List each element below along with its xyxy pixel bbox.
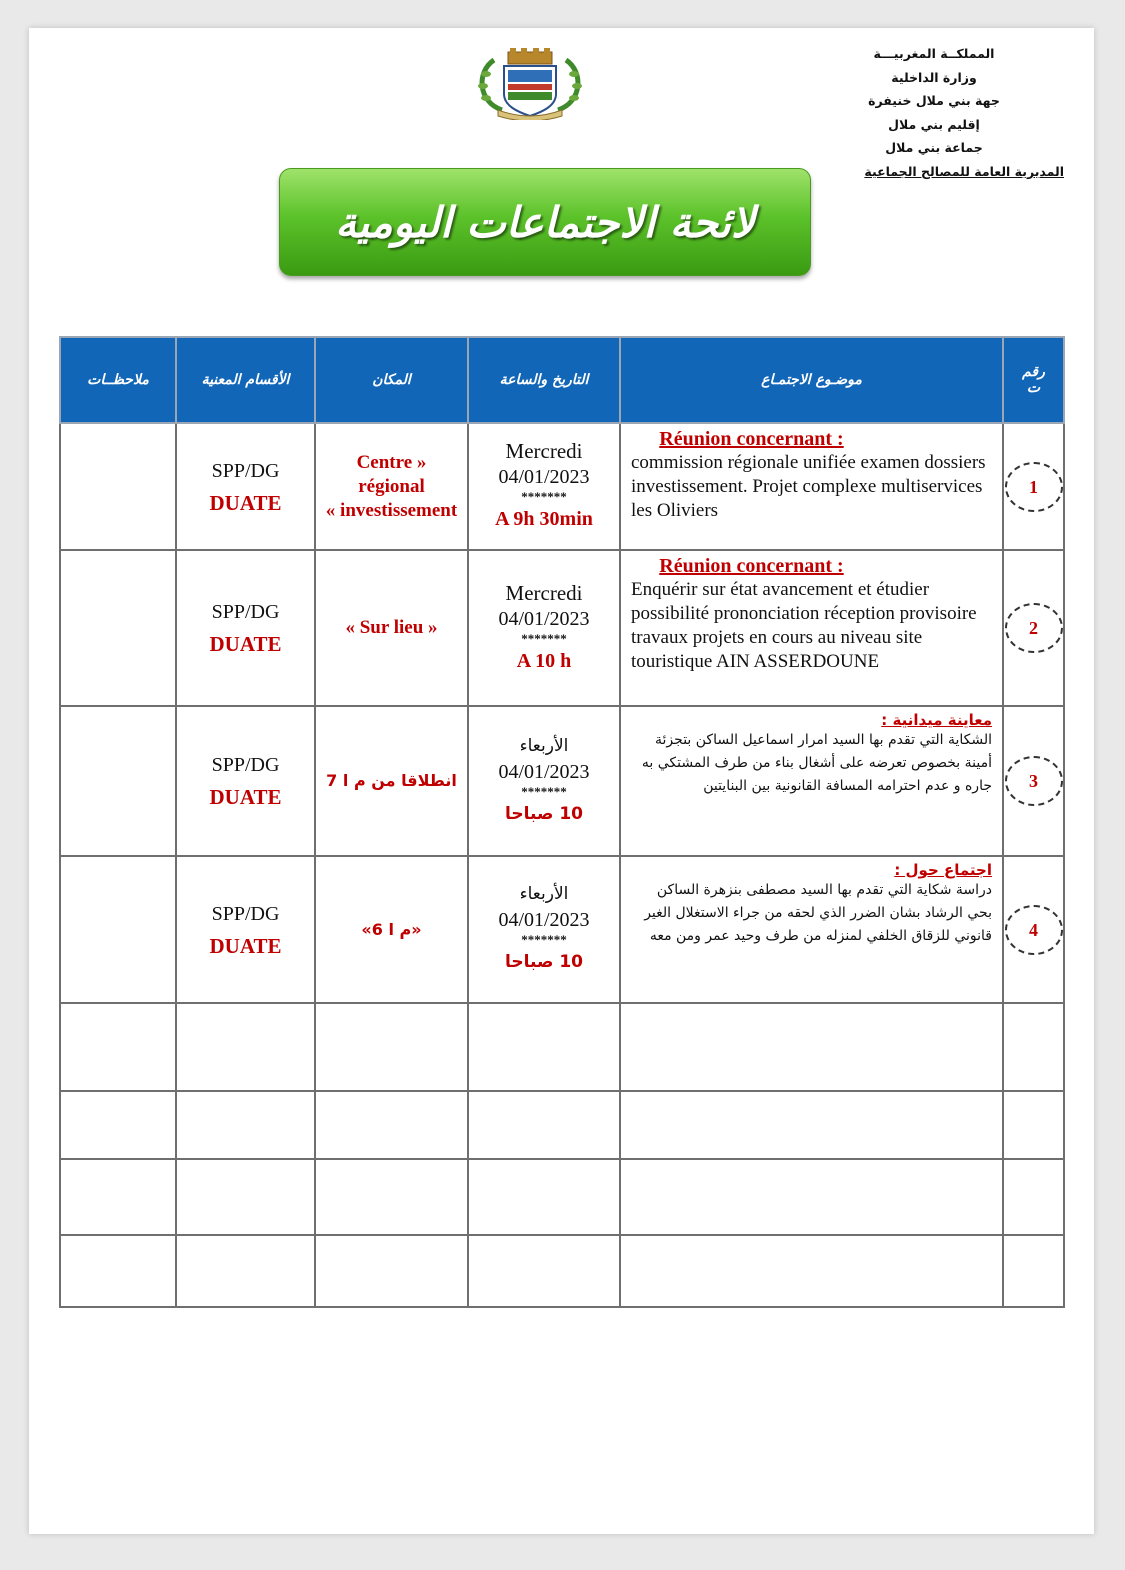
row-number: 4: [1005, 905, 1063, 955]
separator-stars: *******: [521, 783, 567, 799]
header-line-directorate: المديرية العامة للمصالح الجماعية: [864, 163, 1064, 179]
header-line-ministry: وزارة الداخلية: [891, 69, 977, 85]
department-primary: SPP/DG: [211, 459, 280, 482]
row-number-cell: [1003, 423, 1064, 550]
subject-title: Réunion concernant :: [659, 428, 844, 450]
empty-cell: [60, 1003, 176, 1091]
empty-row: [60, 1091, 1064, 1159]
meeting-time: A 9h 30min: [495, 508, 593, 530]
municipal-crest-icon: [472, 46, 588, 120]
empty-cell: [315, 1159, 468, 1235]
empty-row: [60, 1159, 1064, 1235]
table-row: [60, 550, 1064, 706]
empty-cell: [60, 1235, 176, 1307]
empty-cell: [60, 1091, 176, 1159]
meeting-day: Mercredi: [505, 580, 583, 605]
meeting-date: 04/01/2023: [498, 607, 590, 630]
empty-cell: [620, 1003, 1003, 1091]
subject-body: commission régionale unifiée examen dossiers investissement. Projet complexe multiservices les Oliviers: [631, 452, 986, 521]
datetime-cell: [468, 706, 620, 856]
empty-cell: [176, 1003, 315, 1091]
meetings-table: [59, 336, 1065, 1308]
meeting-date: 04/01/2023: [498, 760, 590, 783]
department-primary: SPP/DG: [211, 754, 280, 776]
col-header-number-line2: ت: [1026, 380, 1041, 396]
empty-cell: [176, 1091, 315, 1159]
row-number: 2: [1005, 603, 1063, 653]
empty-cell: [468, 1159, 620, 1235]
empty-cell: [468, 1091, 620, 1159]
subject-body: Enquérir sur état avancement et étudier possibilité prononciation réception provisoire travaux projets en cours au niveau site touristique AIN ASSERDOUNE: [631, 579, 977, 672]
subject-body: الشكاية التي تقدم بها السيد امرار اسماعيل الساكن بتجزئة أمينة بخصوص تعرضه على أشغال بناء من طرف المشتكي به جاره و عدم احترامه المسافة القانونية بين البنايتين: [641, 732, 992, 794]
datetime-cell: [468, 856, 620, 1003]
col-header-notes: ملاحظــات: [60, 337, 176, 423]
meeting-time: 10 صباحا: [505, 803, 583, 824]
empty-cell: [620, 1091, 1003, 1159]
empty-cell: [176, 1159, 315, 1235]
meeting-day: الأربعاء: [519, 735, 569, 756]
row-number: 3: [1005, 756, 1063, 806]
departments-cell: [176, 423, 315, 550]
department-primary: SPP/DG: [211, 902, 280, 925]
meeting-day: الأربعاء: [519, 884, 569, 904]
departments-cell: [176, 550, 315, 706]
col-header-subject: موضـوع الاجتمـاع: [620, 337, 1003, 423]
administrative-header: [804, 42, 1064, 184]
empty-cell: [315, 1091, 468, 1159]
header-line-commune: جماعة بني ملال: [885, 140, 983, 156]
header-line-region: جهة بني ملال خنيفرة: [868, 93, 1000, 109]
datetime-cell: [468, 423, 620, 550]
meeting-time: 10 صباحا: [505, 952, 583, 972]
subject-cell: [620, 423, 1003, 550]
empty-row: [60, 1003, 1064, 1091]
col-header-number-line1: رقم: [1022, 364, 1045, 380]
document-page: [29, 28, 1094, 1534]
subject-cell: [620, 550, 1003, 706]
empty-cell: [1003, 1091, 1064, 1159]
subject-body: دراسة شكاية التي تقدم بها السيد مصطفى بنزهرة الساكن بحي الرشاد بشان الضرر الذي لحقه من جراء الاستغلال الغير قانوني للزقاق الخلفي لمنزله من طرف وحيد عمر ومن معه: [644, 882, 992, 944]
notes-cell: [60, 423, 176, 550]
departments-cell: [176, 706, 315, 856]
title-banner: [279, 168, 811, 276]
meeting-day: Mercredi: [505, 439, 583, 463]
meeting-time: A 10 h: [516, 649, 572, 672]
subject-cell: [620, 706, 1003, 856]
place-cell: « Sur lieu »: [315, 550, 468, 706]
col-header-number: [1003, 337, 1064, 423]
col-header-place: المكان: [315, 337, 468, 423]
row-number-cell: [1003, 550, 1064, 706]
notes-cell: [60, 706, 176, 856]
table-row: [60, 423, 1064, 550]
separator-stars: *******: [521, 932, 567, 947]
empty-cell: [468, 1003, 620, 1091]
empty-cell: [315, 1235, 468, 1307]
empty-cell: [620, 1159, 1003, 1235]
departments-cell: [176, 856, 315, 1003]
place-cell: «م ا 6»: [315, 856, 468, 1003]
row-number-cell: [1003, 856, 1064, 1003]
row-number-cell: [1003, 706, 1064, 856]
header-line-province: إقليم بني ملال: [888, 116, 980, 132]
col-header-departments: الأقسام المعنية: [176, 337, 315, 423]
department-secondary: DUATE: [209, 632, 282, 656]
empty-cell: [468, 1235, 620, 1307]
department-secondary: DUATE: [209, 490, 282, 515]
department-primary: SPP/DG: [211, 601, 280, 623]
subject-cell: [620, 856, 1003, 1003]
datetime-cell: [468, 550, 620, 706]
separator-stars: *******: [521, 630, 567, 646]
subject-title: Réunion concernant :: [659, 555, 844, 577]
meeting-date: 04/01/2023: [498, 466, 590, 488]
notes-cell: [60, 856, 176, 1003]
separator-stars: *******: [521, 489, 567, 504]
empty-cell: [1003, 1235, 1064, 1307]
header-line-kingdom: المملكــة المغربيـــة: [873, 46, 995, 61]
col-header-datetime: التاريخ والساعة: [468, 337, 620, 423]
empty-cell: [620, 1235, 1003, 1307]
empty-cell: [176, 1235, 315, 1307]
meeting-date: 04/01/2023: [498, 909, 590, 931]
empty-cell: [315, 1003, 468, 1091]
banner-title: لائحة الاجتماعات اليومية: [335, 197, 755, 247]
empty-cell: [60, 1159, 176, 1235]
notes-cell: [60, 550, 176, 706]
department-secondary: DUATE: [209, 933, 282, 958]
empty-cell: [1003, 1159, 1064, 1235]
subject-title: معاينة ميدانية :: [881, 711, 992, 729]
table-row: [60, 856, 1064, 1003]
empty-cell: [1003, 1003, 1064, 1091]
subject-title: اجتماع حول :: [894, 861, 992, 879]
place-cell: « Centre régional investissement »: [315, 423, 468, 550]
table-row: [60, 706, 1064, 856]
row-number: 1: [1005, 462, 1063, 512]
empty-row: [60, 1235, 1064, 1307]
department-secondary: DUATE: [209, 785, 282, 809]
place-cell: انطلاقا من م ا 7: [315, 706, 468, 856]
table-header-row: [60, 337, 1064, 423]
